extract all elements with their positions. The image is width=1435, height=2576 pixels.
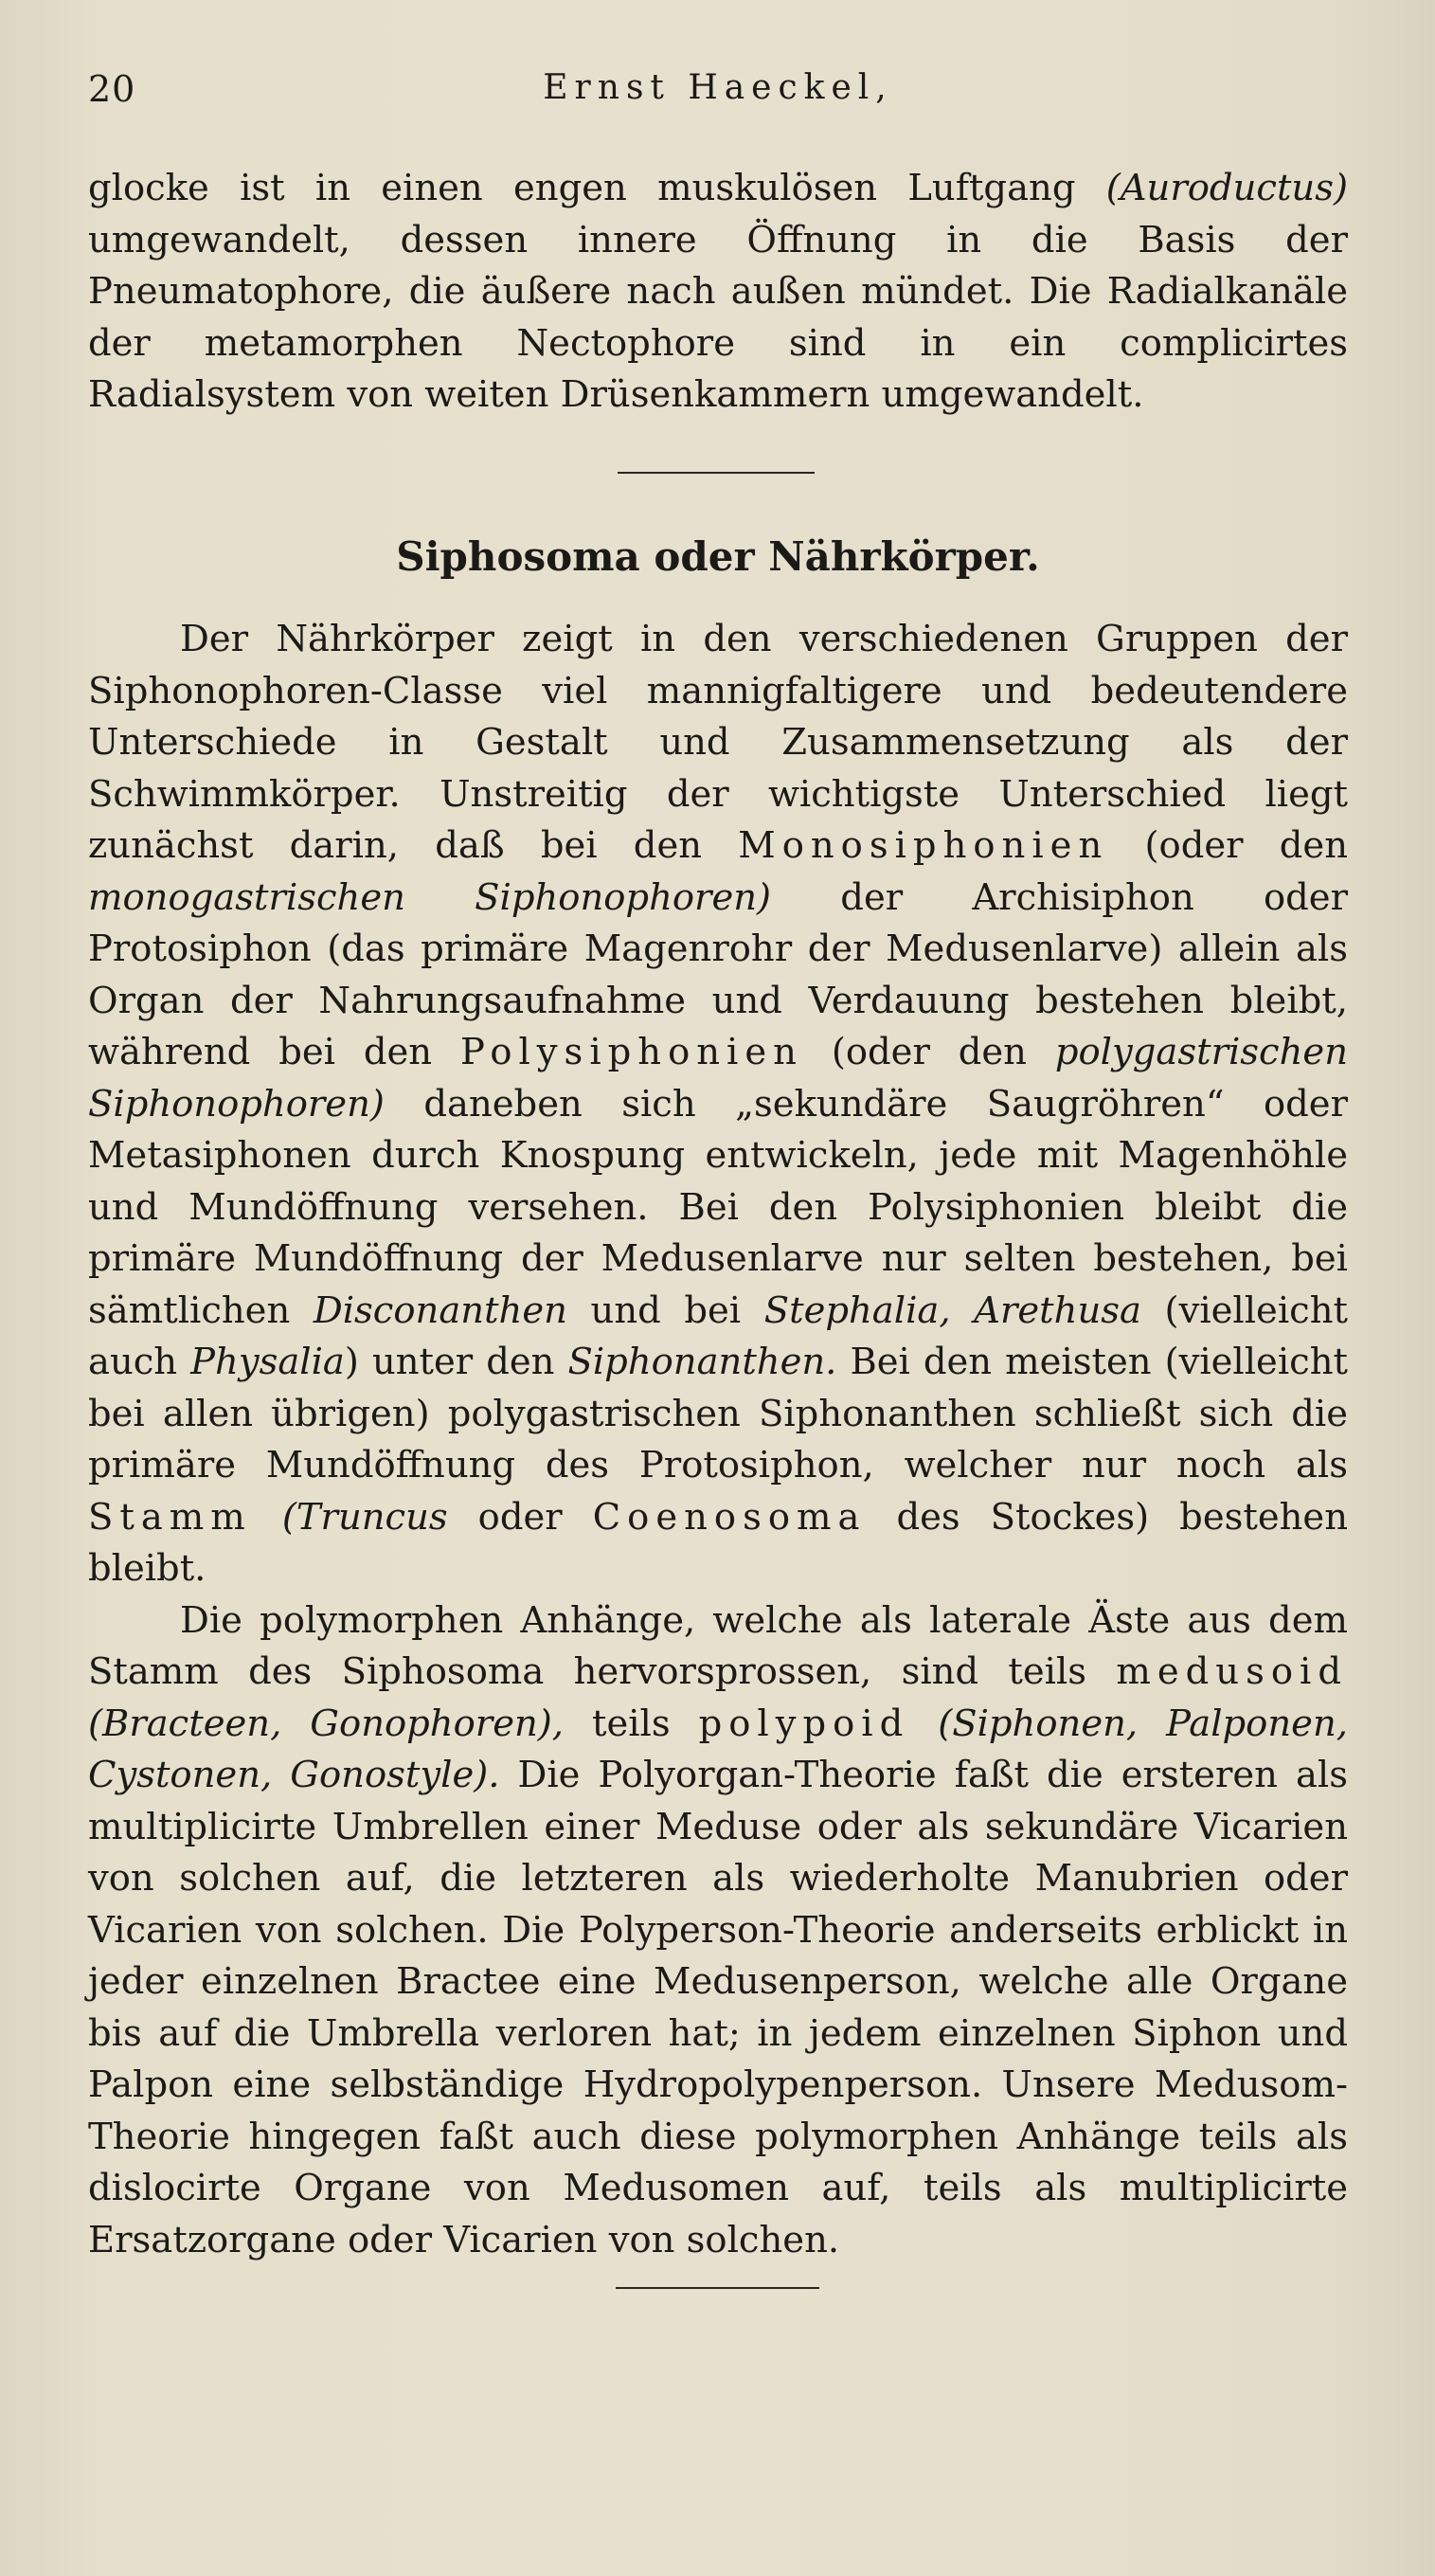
section-divider (618, 472, 815, 474)
text-run: (oder den (1108, 824, 1348, 867)
paragraph-1 (88, 614, 1348, 1595)
text-run: (oder den (802, 1031, 1055, 1073)
text-run: glocke ist in einen engen muskulösen Luftgang (88, 167, 1106, 209)
text-run: umgewandelt, dessen innere Öffnung in die Basis der Pneumatophore, die äußere nach außen mündet. Die Radialkanäle der metamorphen Nectophore sind in ein complicirtes Radialsystem von weiten Drüsenkammern umgewandelt. (88, 218, 1348, 416)
italic-term: (Truncus (281, 1495, 448, 1539)
text-run: teils (564, 1702, 699, 1745)
end-divider (616, 2287, 819, 2289)
section-body (88, 614, 1348, 2266)
page-header (88, 68, 1348, 116)
spaced-term: Stamm (88, 1495, 252, 1539)
spaced-term: polypoid (698, 1702, 910, 1745)
italic-term: monogastrischen Siphonophoren) (88, 875, 772, 919)
spaced-term: medusoid (1116, 1650, 1348, 1693)
running-head: Ernst Haeckel, (543, 68, 893, 107)
text-run (252, 1496, 282, 1539)
spaced-term: Coenosoma (592, 1495, 867, 1539)
paragraph-2 (88, 1595, 1348, 2267)
text-run: Die polymorphen Anhänge, welche als laterale Äste aus dem Stamm des Siphosoma hervorsprossen, sind teils (88, 1598, 1348, 1693)
italic-term: polygastrischen Siphonophoren) (88, 1031, 1348, 1126)
text-run: Die Polyorgan-Theorie faßt die ersteren als multiplicirte Umbrellen einer Meduse oder als sekundäre Vicarien von solchen auf, die letzteren als wiederholte Manubrien oder Vicarien von solchen. Die Polyperson-Theorie anderseits erblickt in jeder einzelnen Bractee eine Medusenperson, welche alle Organe bis auf die Umbrella verloren hat; in jedem einzelnen Siphon und Palpon eine selbständige Hydropolypenperson. Unsere Medusom-Theorie hingegen faßt auch diese polymorphen Anhänge teils als dislocirte Organe von Medusomen auf, teils als multiplicirte Ersatzorgane oder Vicarien von solchen. (88, 1754, 1348, 2261)
text-run: Bei den meisten (vielleicht bei allen übrigen) polygastrischen Siphonanthen schließt sich die primäre Mundöffnung des Protosiphon, welcher nur noch als (88, 1341, 1348, 1486)
text-run: der Archisiphon oder Protosiphon (das primäre Magenrohr der Medusenlarve) allein als Organ der Nahrungsaufnahme und Verdauung bestehen bleibt, während bei den (88, 875, 1348, 1073)
text-run: oder (447, 1495, 593, 1539)
text-run: des Stockes) bestehen bleibt. (88, 1495, 1348, 1590)
italic-term: Siphonanthen. (567, 1341, 837, 1383)
italic-term: (Auroductus) (1105, 167, 1348, 209)
italic-term: (Bracteen, Gonophoren), (88, 1702, 565, 1745)
text-run: und bei (566, 1288, 764, 1332)
spaced-term: Polysiphonien (459, 1031, 803, 1073)
page-number: 20 (88, 68, 136, 110)
text-run: Der Nährkörper zeigt in den verschiedenen Gruppen der Siphonophoren-Classe viel mannigfaltigere und bedeutendere Unterschiede in Gestalt und Zusammensetzung als der Schwimmkörper. Unstreitig der wichtigste Unterschied liegt zunächst darin, daß bei den (88, 618, 1348, 867)
intro-paragraph (88, 163, 1348, 422)
intro-text (88, 163, 1348, 422)
spaced-term: Monosiphonien (738, 824, 1109, 867)
italic-term: Disconanthen (313, 1288, 567, 1332)
section-heading: Siphosoma oder Nährkörper. (396, 533, 1040, 580)
italic-term: Stephalia, Arethusa (763, 1288, 1141, 1332)
text-run (909, 1702, 938, 1745)
text-run: (vielleicht auch (88, 1288, 1348, 1383)
text-run: daneben sich „sekundäre Saugröhren“ oder Metasiphonen durch Knospung entwickeln, jede mit Magenhöhle und Mundöffnung versehen. Bei den Polysiphonien bleibt die primäre Mundöffnung der Medusenlarve nur selten bestehen, bei sämtlichen (88, 1082, 1348, 1332)
italic-term: Physalia (190, 1341, 345, 1383)
italic-term: (Siphonen, Palponen, Cystonen, Gonostyle). (88, 1702, 1348, 1796)
text-run: ) unter den (344, 1341, 568, 1383)
